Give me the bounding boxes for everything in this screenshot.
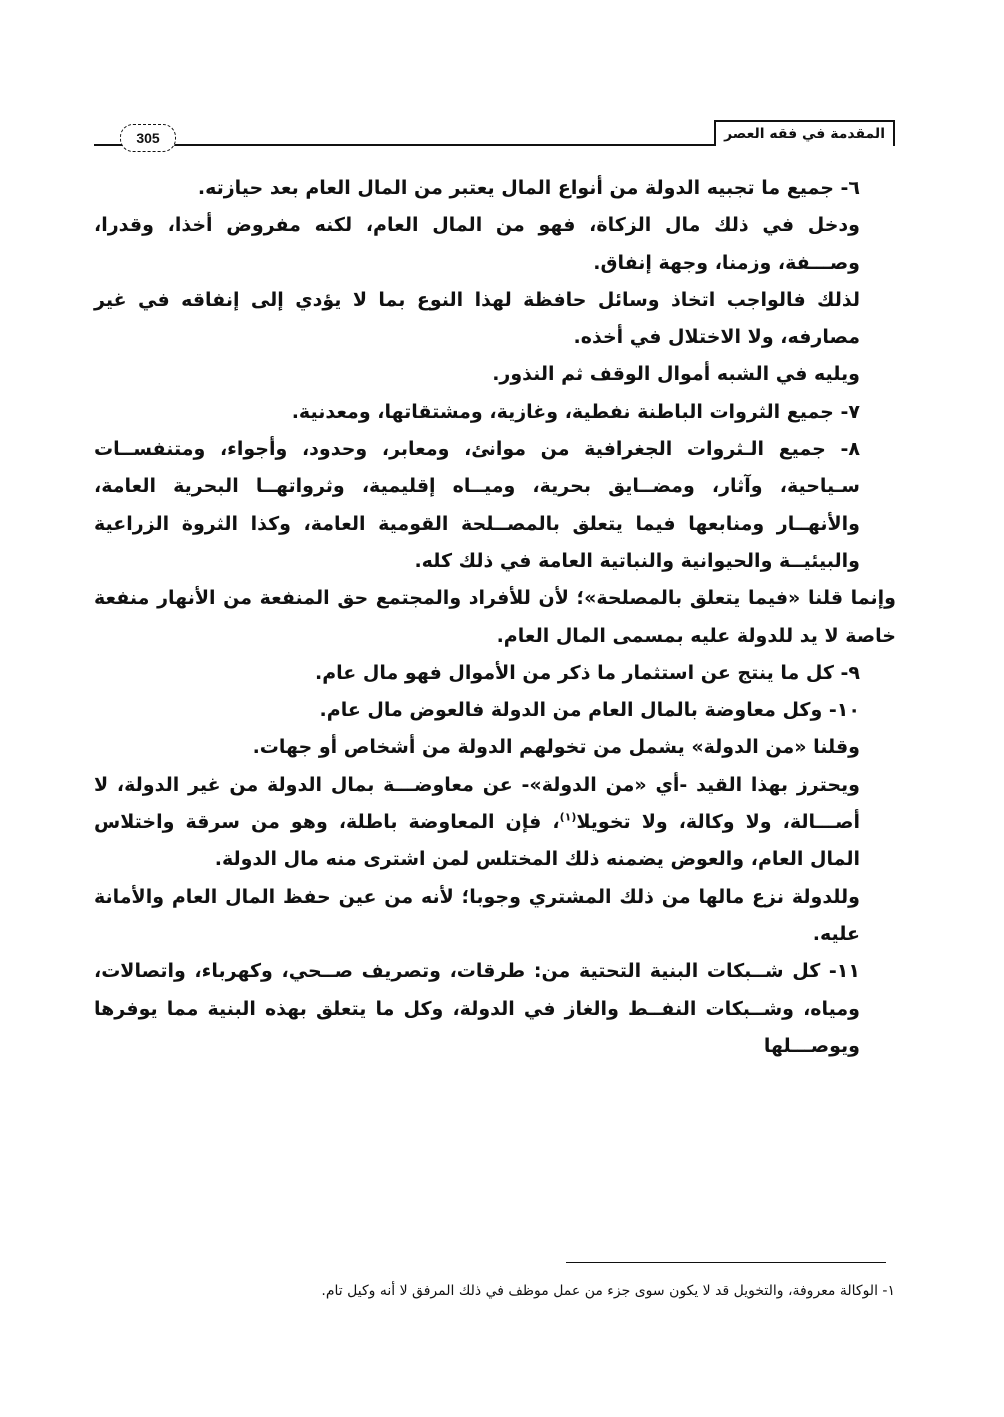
paragraph-item-9: ٩- كل ما ينتج عن استثمار ما ذكر من الأموال فهو مال عام. xyxy=(315,661,860,684)
paragraph-item-10: ١٠- وكل معاوضة بالمال العام من الدولة فالعوض مال عام. xyxy=(319,699,860,722)
restriction-text-start: ويحترز بهذا القيد -أي «من الدولة»- عن معاوضـــة بمال الدولة من غير الدولة، لا أصـــالة، ولا وكالة، ولا تخويلا xyxy=(94,773,860,834)
paragraph-item-8: ٨- جميع الـثروات الجغرافية من موانئ، ومعابر، وحدود، وأجواء، ومتنفســات سـياحية، وآثار، ومضــايق بحرية، وميــاه إقليمية، وثرواتهــا البحرية العامة، والأنهــار ومنابعها فيما يتعلق بالمصــلحة القومية العامة، وكذا الثروة الزراعية والبيئيــة والحيوانية والنباتية العامة في ذلك كله. xyxy=(94,438,860,572)
running-header xyxy=(94,120,895,146)
footnote-marker: (١) xyxy=(559,810,577,824)
book-title: المقدمة في فقه العصر xyxy=(714,120,895,146)
paragraph-restriction xyxy=(94,767,896,879)
paragraph-item-7: ٧- جميع الثروات الباطنة نفطية، وغازية، ومشتقاتها، ومعدنية. xyxy=(291,400,860,423)
footnote: ١- الوكالة معروفة، والتخويل قد لا يكون سوى جزء من عمل موظف في ذلك المرفق لا أنه وكيل تام. xyxy=(321,1283,895,1299)
paragraph-preservation: لذلك فالواجب اتخاذ وسائل حافظة لهذا النوع بما لا يؤدي إلى إنفاقه في غير مصارفه، ولا الاختلال في أخذه. xyxy=(94,288,860,349)
footnote-rule xyxy=(566,1262,886,1263)
paragraph-public-interest: وإنما قلنا «فيما يتعلق بالمصلحة»؛ لأن للأفراد والمجتمع حق المنفعة من الأنهار منفعة خاصة لا يد للدولة عليه بمسمى المال العام. xyxy=(94,587,896,647)
paragraph-item-11: ١١- كل شــبكات البنية التحتية من: طرقات، وتصريف صــحي، وكهرباء، واتصالات، ومياه، وشــبكات النفــط والغاز في الدولة، وكل ما يتعلق بهذه البنية مما يوفرها ويوصـــلها xyxy=(94,960,860,1057)
paragraph-reclaim: وللدولة نزع مالها من ذلك المشتري وجوبا؛ لأنه من عين حفظ المال العام والأمانة عليه. xyxy=(94,885,860,945)
paragraph-waqf: ويليه في الشبه أموال الوقف ثم النذور. xyxy=(492,363,860,386)
paragraph-item-6: ٦- جميع ما تجبيه الدولة من أنواع المال يعتبر من المال العام بعد حيازته. xyxy=(197,177,860,199)
restriction-text-end: ، فإن المعاوضة باطلة، وهو من سرقة واختلاس المال العام، والعوض يضمنه ذلك المختلس لمن اشترى منه مال الدولة. xyxy=(94,811,860,871)
body-text xyxy=(94,170,896,1065)
paragraph-zakat: ودخل في ذلك مال الزكاة، فهو من المال العام، لكنه مفروض أخذا، وقدرا، وصـــفة، وزمنا، وجهة إنفاق. xyxy=(94,214,860,274)
paragraph-from-state: وقلنا «من الدولة» يشمل من تخولهم الدولة من أشخاص أو جهات. xyxy=(252,736,860,759)
page-number: 305 xyxy=(120,124,176,152)
